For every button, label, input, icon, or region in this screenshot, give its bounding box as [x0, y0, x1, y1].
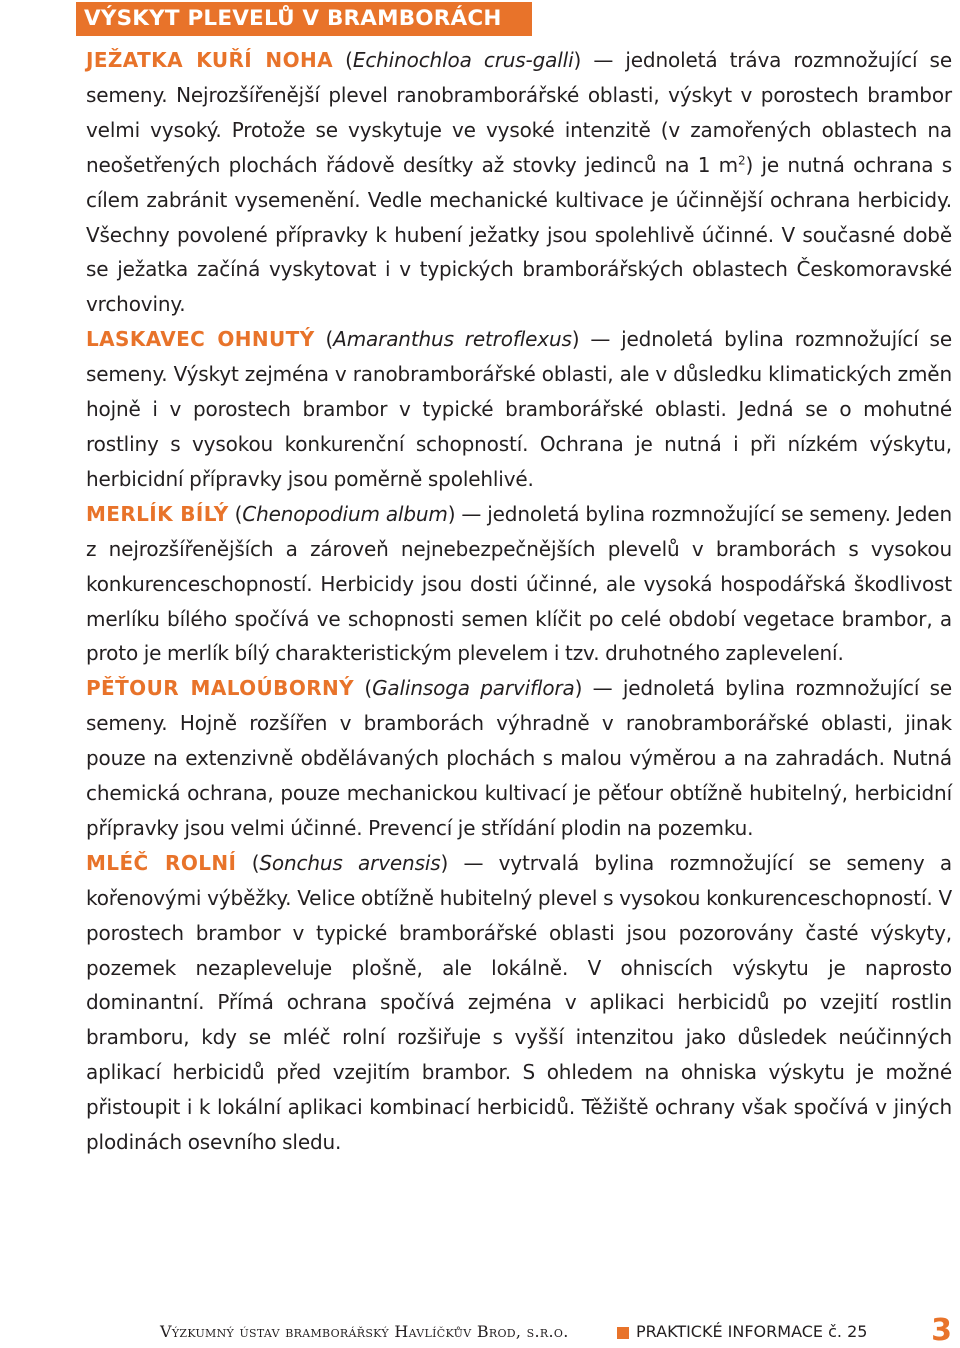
weed-name: LASKAVEC OHNUTÝ: [86, 327, 315, 352]
article-body: [86, 43, 952, 1160]
weed-entry-petour: PĚŤOUR MALOÚBORNÝ (Galinsoga parviflora) — jednoletá bylina rozmnožující se semeny. Hojně rozšířen v bramborách výhradně v ranobramborářské oblasti, jinak pouze na extenzivně obdělávaných plochách s malou výměrou a na zahradách. Nutná chemická ochrana, pouze mechanickou kultivací je pěťour obtížně hubitelný, herbicidní přípravky jsou velmi účinné. Prevencí je střídání plodin na pozemku.: [86, 676, 953, 840]
weed-name: MERLÍK BÍLÝ: [86, 501, 229, 526]
latin-name: Sonchus arvensis: [259, 850, 441, 875]
latin-name: Amaranthus retroflexus: [333, 327, 572, 352]
weed-name: MLÉČ ROLNÍ: [86, 850, 237, 875]
page-footer: [160, 1313, 952, 1348]
footer-institute: Výzkumný ústav bramborářský Havlíčkův Brod, s.r.o.: [160, 1322, 569, 1341]
weed-name: PĚŤOUR MALOÚBORNÝ: [86, 676, 355, 701]
section-header-bar: [76, 2, 532, 36]
weed-entry-merlik: MERLÍK BÍLÝ (Chenopodium album) — jednoletá bylina rozmnožující se semeny. Jeden z nejrozšířenějších a zároveň nejnebezpečnějších plevelů v bramborách s vysokou konkurenceschopností. Herbicidy jsou dosti účinné, ale vysoká hospodářská škodlivost merlíku bílého spočívá ve schopnosti semen klíčit po celé období vegetace brambor, a proto je merlík bílý charakteristickým plevelem i tzv. druhotného zaplevelení.: [86, 501, 952, 666]
weed-description-cont: ) je nutná ochrana s cílem zabránit vysemenění. Vedle mechanické kultivace je účinnější ochrana herbicidy. Všechny povolené přípravky k hubení ježatky jsou spolehlivě účinné. V současné době se ježatka začíná vyskytovat i v typických bramborářských oblastech Českomoravské vrchoviny.: [86, 152, 952, 317]
weed-description: ) — jednoletá tráva rozmnožující se semeny. Nejrozšířenější plevel ranobramborářské oblasti, výskyt v porostech brambor velmi vysoký. Protože se vyskytuje ve vysoké intenzitě (v zamořených oblastech na neošetřených plochách řádově desítky až stovky jedinců na 1 m: [86, 48, 952, 177]
weed-entry-mlec: MLÉČ ROLNÍ (Sonchus arvensis) — vytrvalá bylina rozmnožující se semeny a kořenovými výběžky. Velice obtížně hubitelný plevel s vysokou konkurenceschopností. V porostech brambor v typické bramborářské oblasti jsou pozorovány časté výskyty, pozemek nezapleveluje plošně, ale lokálně. V ohniscích výskytu je naprosto dominantní. Přímá ochrana spočívá zejména v aplikaci herbicidů po vzejití rostlin bramboru, kdy se mléč rolní rozšiřuje s vyšší intenzitou jako důsledek neúčinných aplikací herbicidů před vzejitím brambor. S ohledem na ohniska výskytu je možné přistoupit i k lokální aplikaci kombinací herbicidů. Těžiště ochrany však spočívá v jiných plodinách osevního sledu.: [86, 850, 952, 1155]
footer-series: PRAKTICKÉ INFORMACE č. 25: [636, 1322, 868, 1341]
latin-name: Galinsoga parviflora: [372, 676, 575, 701]
weed-description: ) — jednoletá bylina rozmnožující se semeny. Výskyt zejména v ranobramborářské oblasti, ale v důsledku klimatických změn hojně i v porostech brambor v typické bramborářské oblasti. Jedná se o mohutné rostliny s vysokou konkurenční schopností. Ochrana je nutná i při nízkém výskytu, herbicidní přípravky jsou poměrně spolehlivé.: [86, 327, 952, 491]
weed-description: ) — jednoletá bylina rozmnožující se semeny. Hojně rozšířen v bramborách výhradně v ranobramborářské oblasti, jinak pouze na extenzivně obdělávaných plochách s malou výměrou a na zahradách. Nutná chemická ochrana, pouze mechanickou kultivací je pěťour obtížně hubitelný, herbicidní přípravky jsou velmi účinné. Prevencí je střídání plodin na pozemku.: [86, 676, 953, 840]
weed-entry-laskavec: LASKAVEC OHNUTÝ (Amaranthus retroflexus) — jednoletá bylina rozmnožující se semeny. Výskyt zejména v ranobramborářské oblasti, ale v důsledku klimatických změn hojně i v porostech brambor v typické bramborářské oblasti. Jedná se o mohutné rostliny s vysokou konkurenční schopností. Ochrana je nutná i při nízkém výskytu, herbicidní přípravky jsou poměrně spolehlivé.: [86, 327, 952, 491]
page-title: VÝSKYT PLEVELŮ V BRAMBORÁCH: [84, 6, 502, 31]
weed-name: JEŽATKA KUŘÍ NOHA: [86, 48, 333, 72]
superscript: 2: [737, 153, 746, 168]
page-number: 3: [931, 1313, 952, 1348]
weed-entry-jezatka: JEŽATKA KUŘÍ NOHA (Echinochloa crus-galli) — jednoletá tráva rozmnožující se semeny. Nejrozšířenější plevel ranobramborářské oblasti, výskyt v porostech brambor velmi vysoký. Protože se vyskytuje ve vysoké intenzitě (v zamořených oblastech na neošetřených plochách řádově desítky až stovky jedinců na 1 $m^2$) je nutná ochrana s cílem zabránit vysemenění. Vedle mechanické kultivace je účinnější ochrana herbicidy. Všechny povolené přípravky k hubení ježatky jsou spolehlivě účinné. V současné době se ježatka začíná vyskytovat i v typických bramborářských oblastech Českomoravské vrchoviny.: [86, 48, 952, 317]
orange-square-icon: [617, 1327, 629, 1339]
latin-name: Echinochloa crus-galli: [352, 48, 574, 72]
latin-name: Chenopodium album: [242, 501, 448, 526]
weed-description: ) — jednoletá bylina rozmnožující se semeny. Jeden z nejrozšířenějších a zároveň nejnebezpečnějších plevelů v bramborách s vysokou konkurenceschopností. Herbicidy jsou dosti účinné, ale vysoká hospodářská škodlivost merlíku bílého spočívá ve schopnosti semen klíčit po celé období vegetace brambor, a proto je merlík bílý charakteristickým plevelem i tzv. druhotného zaplevelení.: [86, 501, 952, 666]
weed-description: ) — vytrvalá bylina rozmnožující se semeny a kořenovými výběžky. Velice obtížně hubitelný plevel s vysokou konkurenceschopností. V porostech brambor v typické bramborářské oblasti jsou pozorovány časté výskyty, pozemek nezapleveluje plošně, ale lokálně. V ohniscích výskytu je naprosto dominantní. Přímá ochrana spočívá zejména v aplikaci herbicidů po vzejití rostlin bramboru, kdy se mléč rolní rozšiřuje s vyšší intenzitou jako důsledek neúčinných aplikací herbicidů před vzejitím brambor. S ohledem na ohniska výskytu je možné přistoupit i k lokální aplikaci kombinací herbicidů. Těžiště ochrany však spočívá v jiných plodinách osevního sledu.: [86, 850, 952, 1155]
